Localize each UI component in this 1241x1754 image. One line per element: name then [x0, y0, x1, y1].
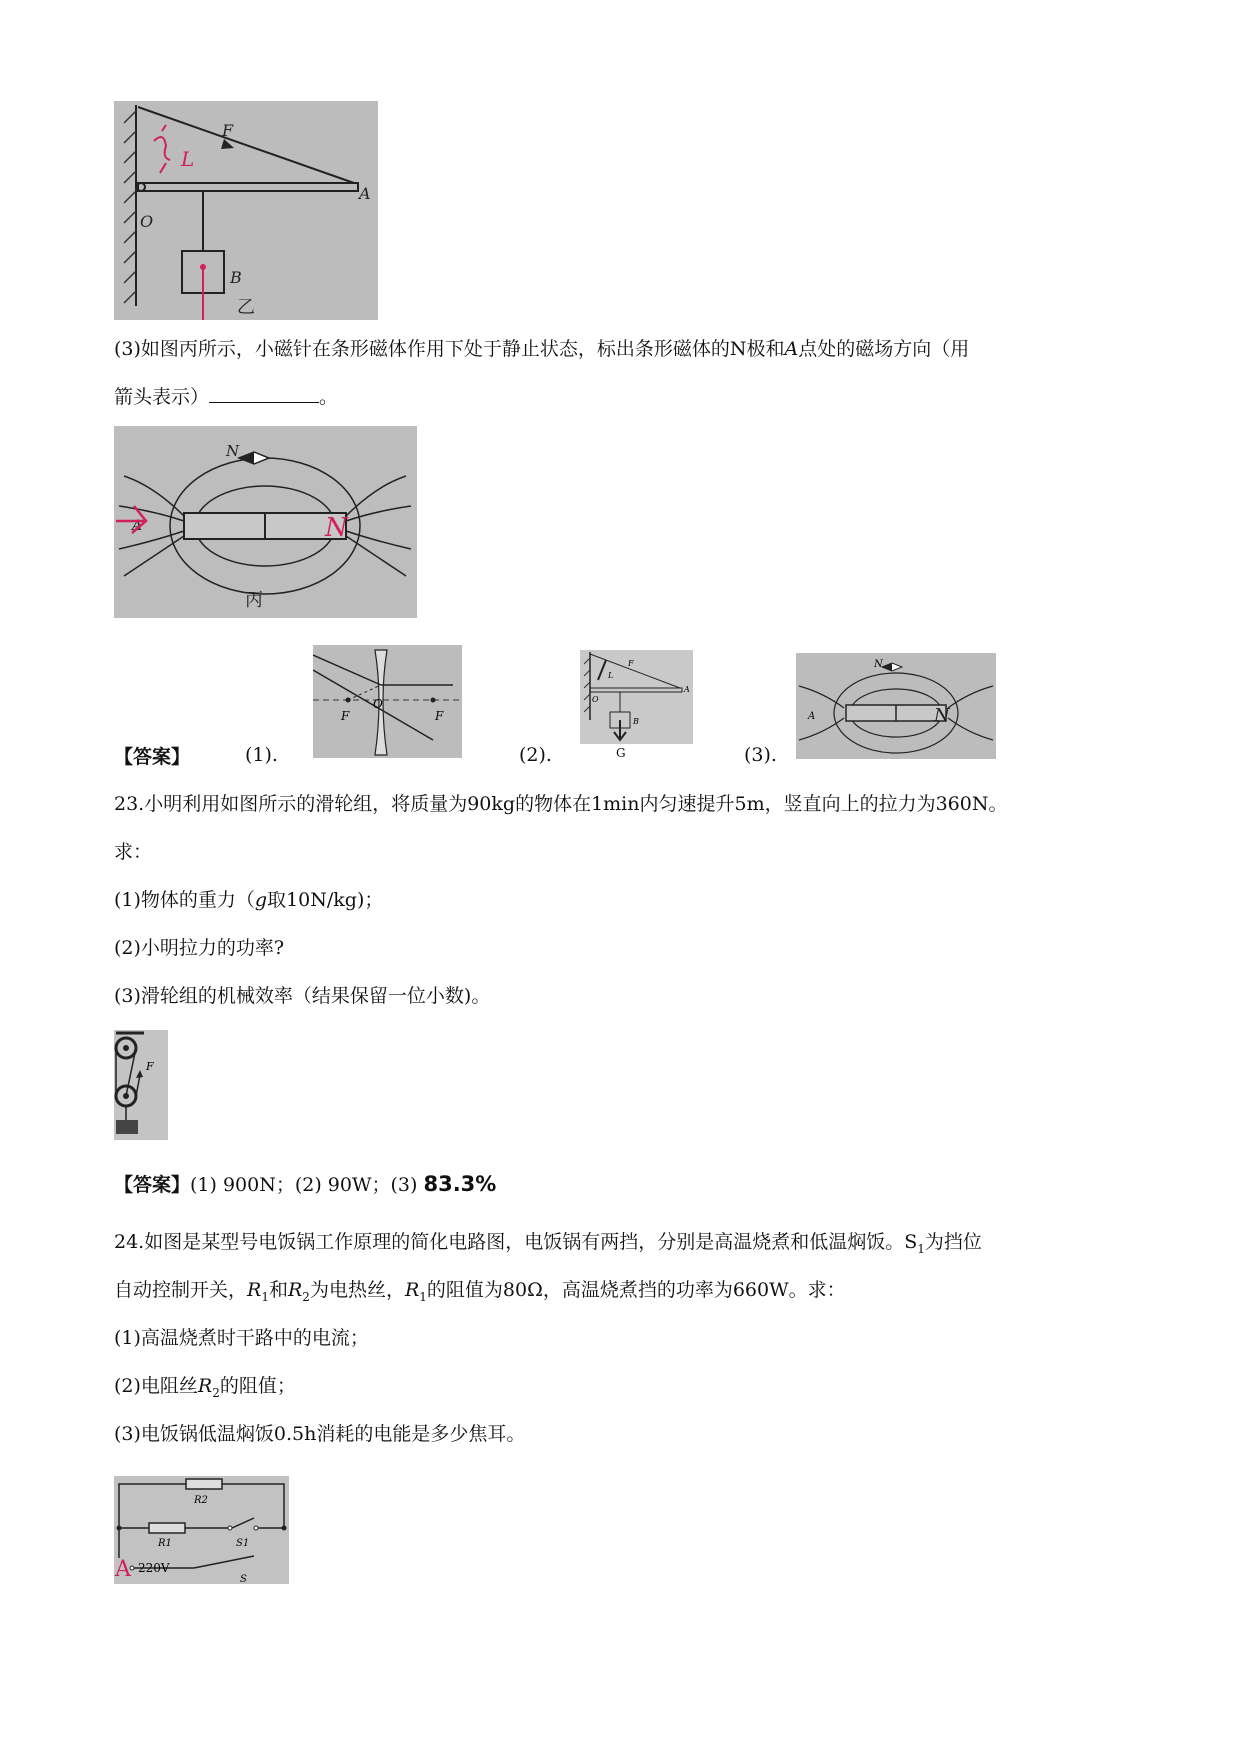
- circuit-S1: S1: [236, 1538, 250, 1549]
- ans-lever-O: O: [592, 695, 599, 704]
- q23-line1: 23.小明利用如图所示的滑轮组，将质量为90kg的物体在1min内匀速提升5m，竖直向上的拉力为360N。: [114, 793, 1008, 815]
- circuit-R2: R2: [194, 1495, 208, 1506]
- q23-item1: (1)物体的重力（g取10N/kg)；: [114, 889, 384, 911]
- ans-lever-G: G: [616, 746, 626, 760]
- q3-line1: (3)如图丙所示，小磁针在条形磁体作用下处于静止状态，标出条形磁体的N极和A点处的磁场方向（用: [114, 338, 970, 360]
- q24-item3: (3)电饭锅低温焖饭0.5h消耗的电能是多少焦耳。: [114, 1423, 526, 1445]
- q24-item1: (1)高温烧煮时干路中的电流；: [114, 1327, 369, 1349]
- answer-blank: [209, 384, 319, 403]
- answer22-prefix: 【答案】: [114, 746, 191, 768]
- answer22-part1: (1).: [245, 744, 278, 766]
- magnet-label-N: N: [226, 442, 240, 460]
- ans-lever-L: L: [608, 671, 614, 680]
- lever-figure: [114, 101, 378, 320]
- lever-label-F: F: [222, 121, 234, 140]
- lens-F1: F: [341, 709, 350, 723]
- q23-item3: (3)滑轮组的机械效率（结果保留一位小数)。: [114, 985, 491, 1007]
- q24-item2: (2)电阻丝$R_2$的阻值；: [114, 1375, 296, 1400]
- circuit-S: S: [240, 1574, 247, 1584]
- magnet-label-N-red: N: [325, 513, 348, 543]
- answer22-part2: (2).: [519, 744, 552, 766]
- answer22-line: [114, 744, 190, 770]
- circuit-figure: [114, 1476, 289, 1584]
- ans-mag-N2: N: [934, 705, 950, 726]
- q24-line2: 自动控制开关，$R_1$和$R_2$为电热丝，$R_1$的阻值为80Ω，高温烧煮挡的功率为660W。求：: [114, 1279, 846, 1304]
- magnet-figure: [114, 426, 417, 618]
- answer-lever-figure: [580, 650, 693, 744]
- answer-magnet-figure: [796, 653, 996, 759]
- lever-label-B: B: [230, 268, 242, 287]
- q3-line2: 箭头表示） 。: [114, 386, 339, 408]
- ans-lever-F: F: [628, 659, 634, 668]
- lever-label-L: L: [181, 147, 195, 171]
- pulley-label-F: F: [146, 1060, 154, 1073]
- ans-mag-A: A: [808, 711, 816, 722]
- lever-label-O: O: [140, 212, 154, 231]
- q23-line2: 求：: [114, 841, 153, 863]
- q23-item2: (2)小明拉力的功率?: [114, 937, 285, 959]
- magnet-caption: 丙: [245, 590, 263, 611]
- circuit-R1: R1: [158, 1538, 172, 1549]
- lever-label-A: A: [359, 184, 371, 203]
- pulley-figure: [114, 1030, 168, 1140]
- q24-line1: 24.如图是某型号电饭锅工作原理的简化电路图，电饭锅有两挡，分别是高温烧煮和低温焖饭。$S_1$为挡位: [114, 1231, 982, 1256]
- answer22-part3: (3).: [744, 744, 777, 766]
- answer23-line: 【答案】(1) 900N；(2) 90W；(3) 83.3%: [114, 1172, 497, 1196]
- lens-O: O: [373, 697, 383, 711]
- ans-lever-A: A: [684, 685, 690, 694]
- answer-lens-figure: [313, 645, 462, 758]
- circuit-220V: 220V: [138, 1561, 170, 1575]
- lever-caption: 乙: [237, 297, 255, 318]
- lens-F2: F: [435, 709, 444, 723]
- ans-mag-N: N: [874, 659, 883, 670]
- magnet-label-A: A: [132, 518, 143, 534]
- ans-lever-B: B: [633, 717, 639, 726]
- circuit-A: A: [115, 1557, 131, 1582]
